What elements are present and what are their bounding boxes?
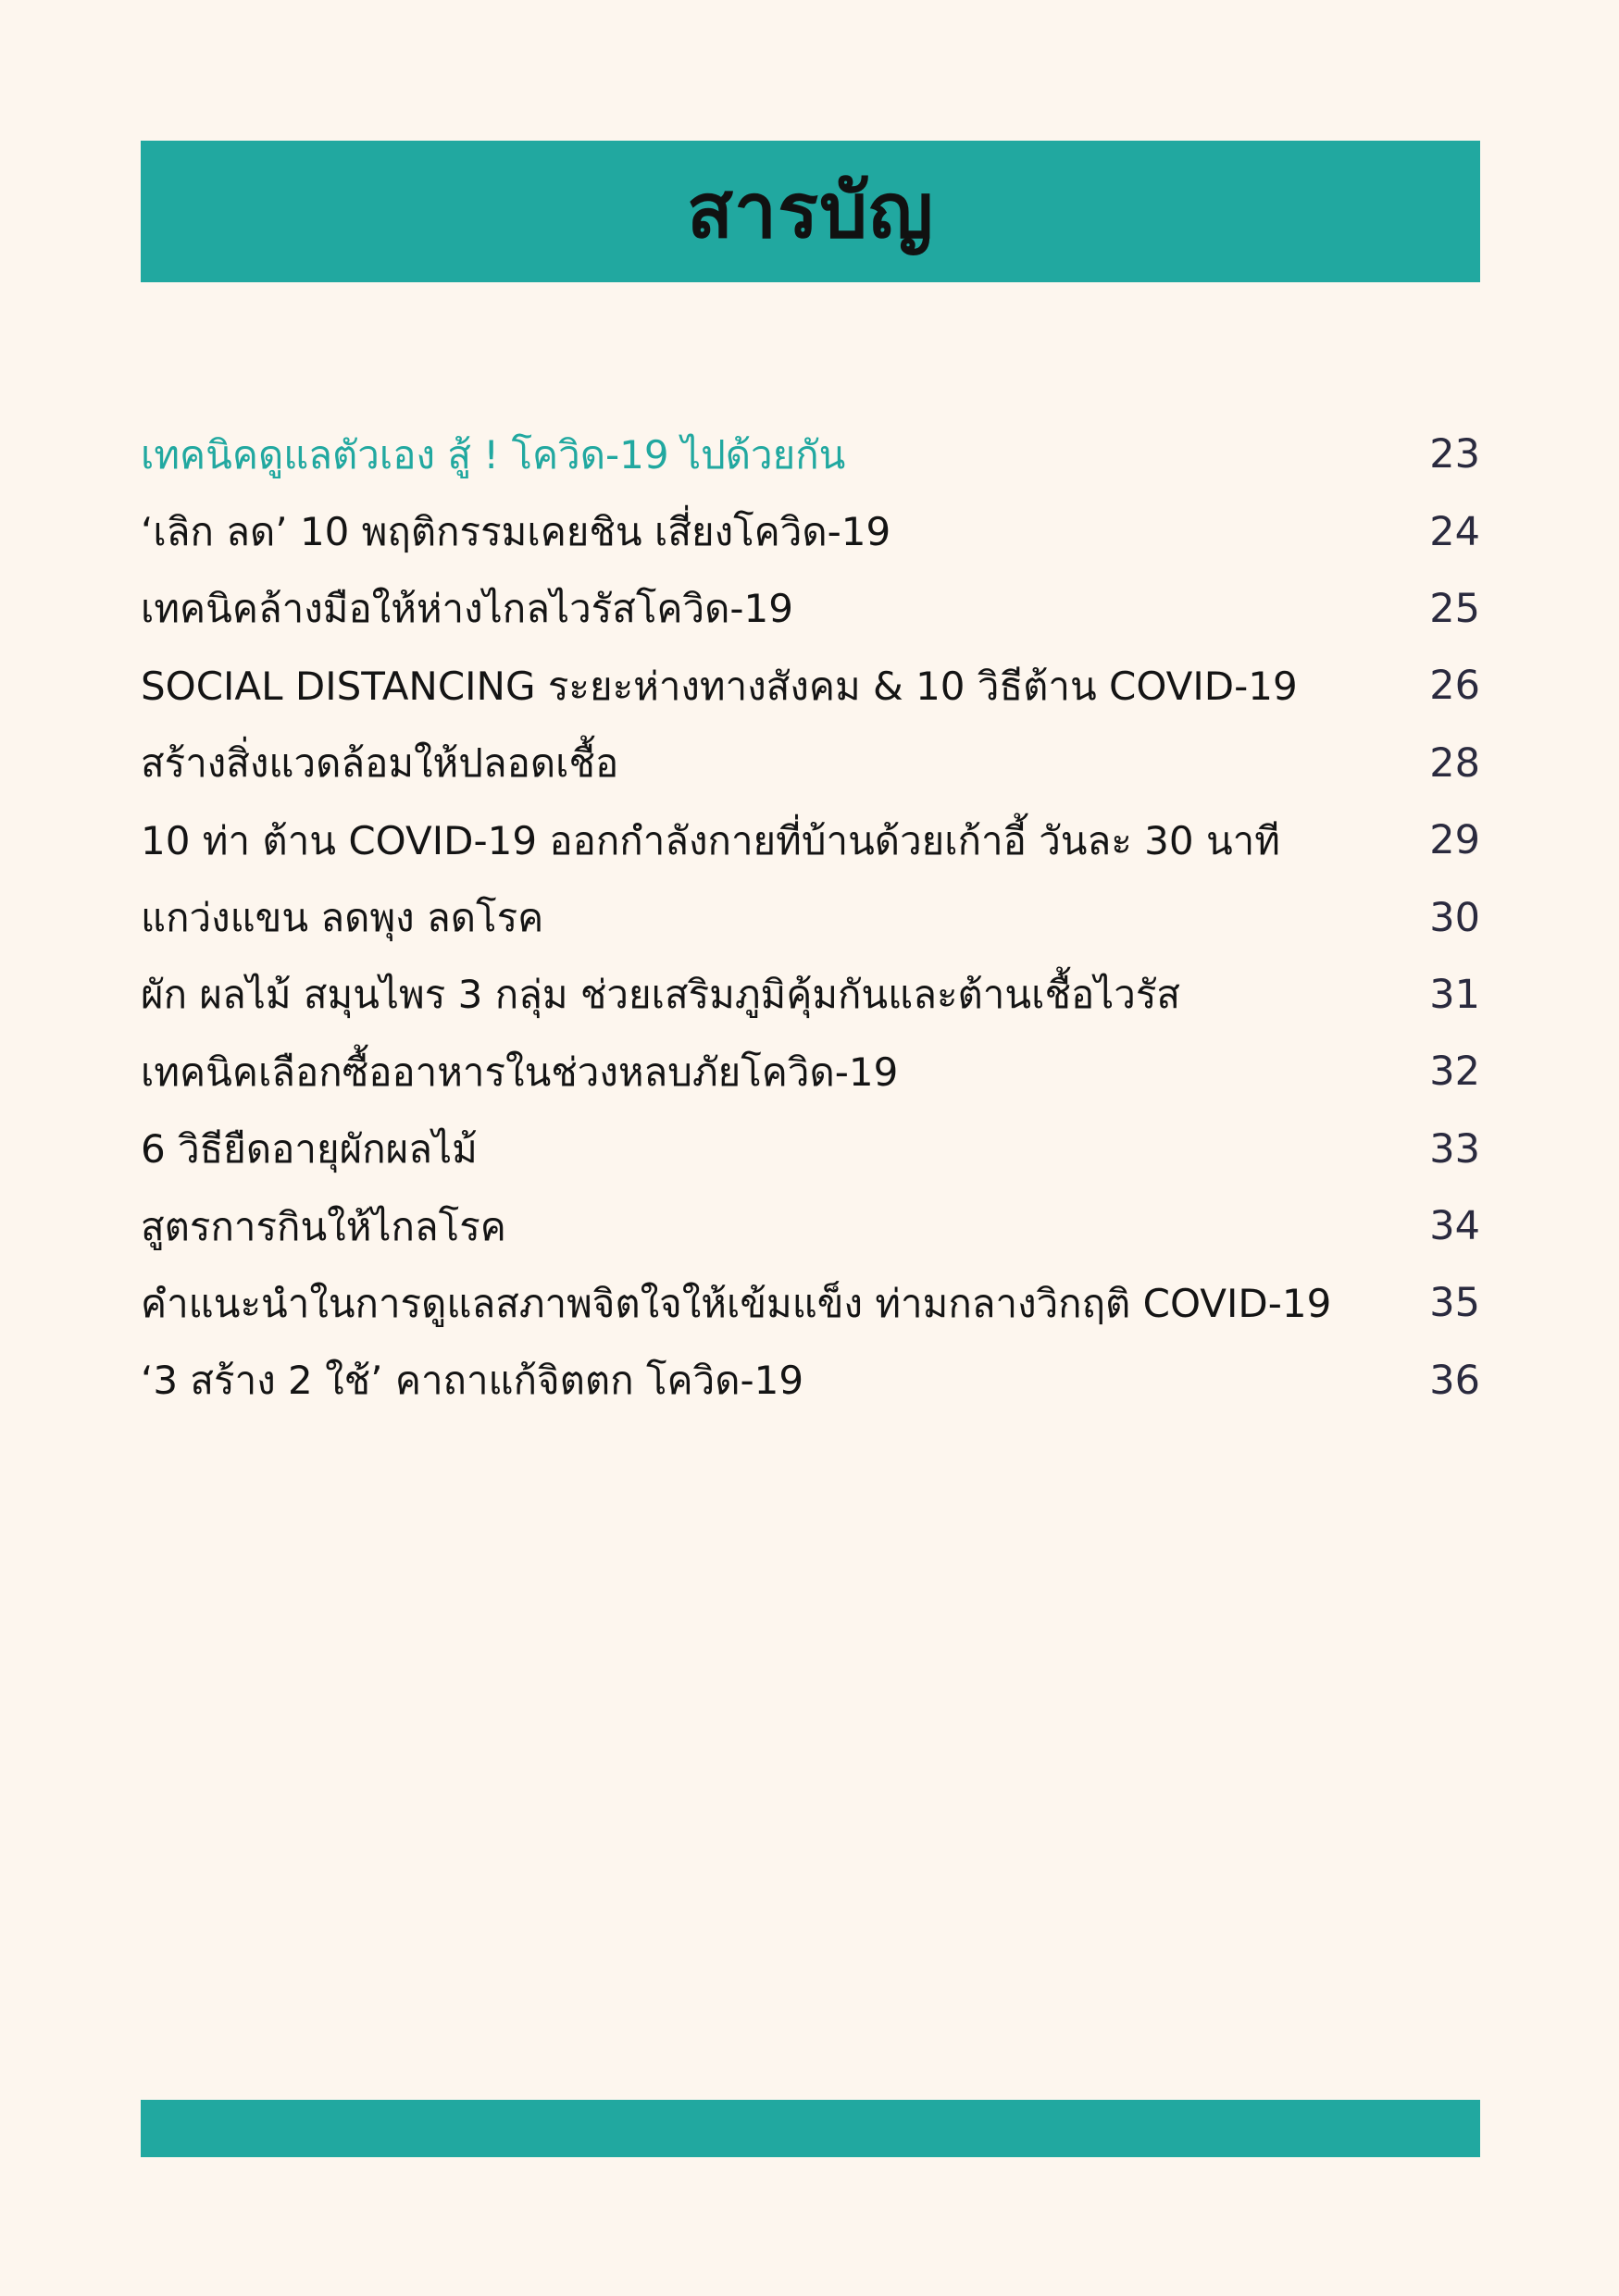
- toc-item-page: 34: [1429, 1203, 1480, 1250]
- toc-item-title: 6 วิธียืดอายุผักผลไม้: [141, 1126, 478, 1173]
- toc-item[interactable]: [141, 493, 1480, 570]
- toc-item[interactable]: [141, 1111, 1480, 1188]
- toc-item[interactable]: [141, 648, 1480, 725]
- toc-item-title: 10 ท่า ต้าน COVID-19 ออกกำลังกายที่บ้านด้วยเก้าอี้ วันละ 30 นาที: [141, 817, 1280, 863]
- toc-item-title: ผัก ผลไม้ สมุนไพร 3 กลุ่ม ช่วยเสริมภูมิคุ้มกันและต้านเชื้อไวรัส: [141, 972, 1181, 1018]
- title-banner: [141, 141, 1480, 282]
- toc-item[interactable]: [141, 879, 1480, 956]
- toc-item[interactable]: [141, 1343, 1480, 1420]
- toc-item-title: เทคนิคล้างมือให้ห่างไกลไวรัสโควิด-19: [141, 586, 793, 632]
- toc-item-title: เทคนิคดูแลตัวเอง สู้ ! โควิด-19 ไปด้วยกัน: [141, 431, 846, 478]
- toc-item[interactable]: [141, 416, 1480, 493]
- footer-bar: [141, 2100, 1480, 2157]
- toc-item-page: 24: [1429, 508, 1480, 555]
- toc-item-title: สร้างสิ่งแวดล้อมให้ปลอดเชื้อ: [141, 740, 619, 787]
- toc-item-title: สูตรการกินให้ไกลโรค: [141, 1203, 506, 1249]
- toc-item[interactable]: [141, 1188, 1480, 1265]
- toc-item-page: 25: [1429, 585, 1480, 632]
- toc-item-page: 32: [1429, 1049, 1480, 1096]
- toc-item-page: 29: [1429, 817, 1480, 864]
- toc-item-title: ‘เลิก ลด’ 10 พฤติกรรมเคยชิน เสี่ยงโควิด-19: [141, 509, 891, 555]
- toc-item-page: 33: [1429, 1125, 1480, 1173]
- toc-item-page: 31: [1429, 971, 1480, 1018]
- toc-item-title: ‘3 สร้าง 2 ใช้’ คาถาแก้จิตตก โควิด-19: [141, 1358, 804, 1404]
- toc-item[interactable]: [141, 571, 1480, 648]
- toc-item-page: 23: [1429, 431, 1480, 478]
- toc-item-title: คำแนะนำในการดูแลสภาพจิตใจให้เข้มแข็ง ท่ามกลางวิกฤติ COVID-19: [141, 1280, 1332, 1326]
- toc-item-page: 28: [1429, 739, 1480, 787]
- toc-item-title: SOCIAL DISTANCING ระยะห่างทางสังคม & 10 วิธีต้าน COVID-19: [141, 663, 1298, 709]
- toc-item-title: เทคนิคเลือกซื้ออาหารในช่วงหลบภัยโควิด-19: [141, 1049, 899, 1095]
- page-title: สารบัญ: [686, 167, 935, 255]
- table-of-contents: [141, 416, 1480, 1420]
- toc-item[interactable]: [141, 1034, 1480, 1111]
- toc-item-page: 26: [1429, 663, 1480, 710]
- toc-item[interactable]: [141, 957, 1480, 1034]
- toc-item-title: แกว่งแขน ลดพุง ลดโรค: [141, 895, 544, 941]
- toc-item-page: 35: [1429, 1280, 1480, 1327]
- toc-item[interactable]: [141, 726, 1480, 802]
- toc-item[interactable]: [141, 802, 1480, 879]
- toc-item-page: 30: [1429, 894, 1480, 941]
- toc-item-page: 36: [1429, 1357, 1480, 1404]
- toc-item[interactable]: [141, 1265, 1480, 1342]
